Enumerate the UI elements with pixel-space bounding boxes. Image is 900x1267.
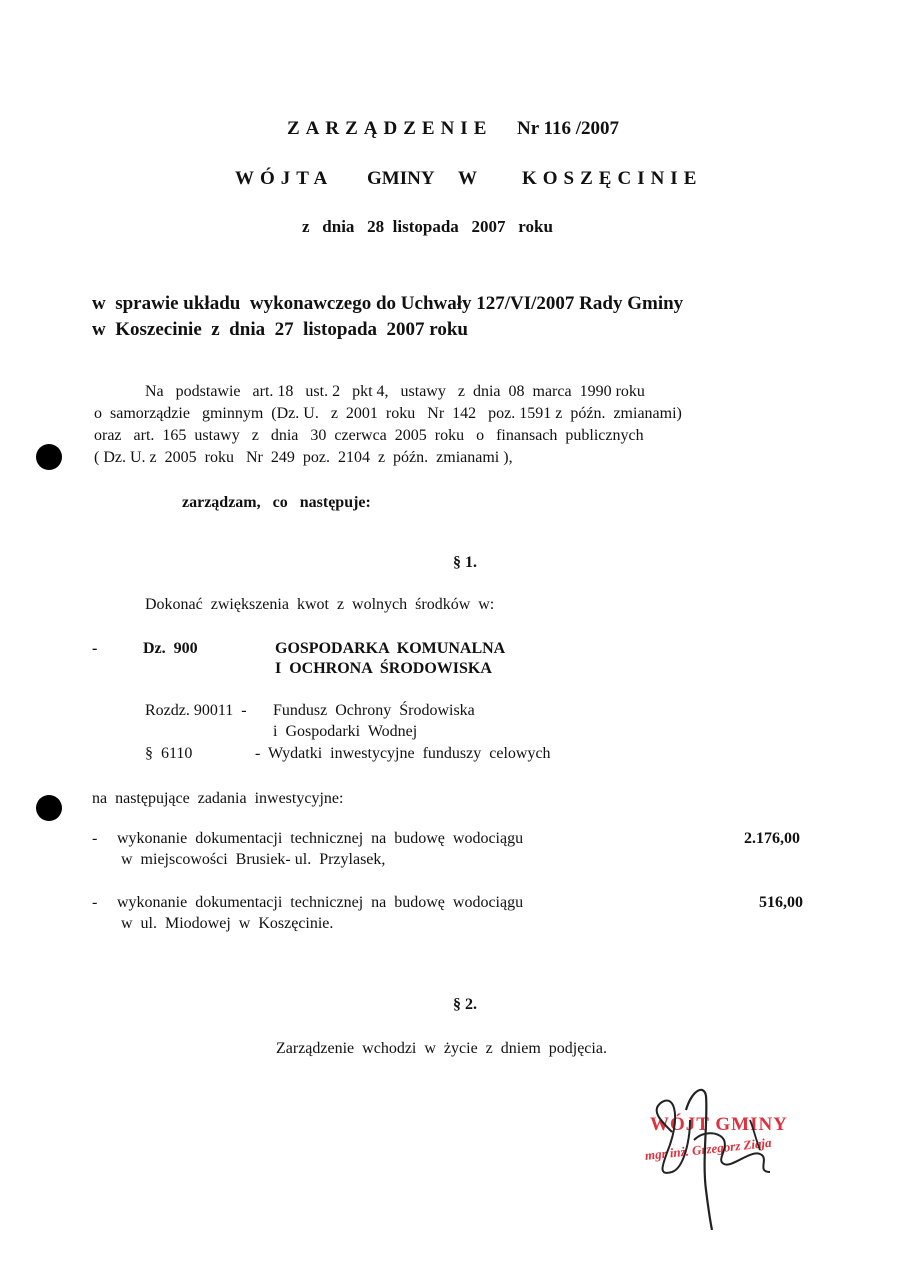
authority-word-2: GMINY	[367, 168, 435, 189]
paragraph-code: § 6110	[145, 745, 193, 762]
task-2-line-1: wykonanie dokumentacji technicznej na budowę wodociągu	[117, 894, 524, 911]
document-title: ZARZĄDZENIE	[287, 118, 493, 139]
handwritten-signature	[620, 1080, 800, 1230]
basis-line-1: Na podstawie art. 18 ust. 2 pkt 4, ustawy z dnia 08 marca 1990 roku	[145, 383, 645, 400]
task-2-amount: 516,00	[759, 894, 803, 911]
task-1-line-2: w miejscowości Brusiek- ul. Przylasek,	[121, 851, 386, 868]
division-name-line-1: GOSPODARKA KOMUNALNA	[275, 640, 506, 657]
section-1-mark: § 1.	[453, 554, 477, 571]
task-2-dash: -	[92, 894, 98, 911]
division-name-line-2: I OCHRONA ŚRODOWISKA	[275, 660, 492, 677]
tasks-intro: na następujące zadania inwestycyjne:	[92, 790, 344, 807]
punch-hole-bottom	[36, 795, 62, 821]
authority-word-3: W	[458, 168, 477, 189]
task-1-dash: -	[92, 830, 98, 847]
document-date: z dnia 28 listopada 2007 roku	[302, 217, 553, 236]
section-2-mark: § 2.	[453, 996, 477, 1013]
task-1-line-1: wykonanie dokumentacji technicznej na budowę wodociągu	[117, 830, 524, 847]
division-dash: -	[92, 640, 98, 657]
stamp-name: mgr inż. Grzegorz Ziaja	[644, 1134, 773, 1163]
task-1-amount: 2.176,00	[744, 830, 800, 847]
chapter-code: Rozdz. 90011 -	[145, 702, 247, 719]
authority-word-4: KOSZĘCINIE	[522, 168, 703, 189]
subject-line-2: w Koszecinie z dnia 27 listopada 2007 roku	[92, 319, 468, 340]
authority-word-1: WÓJTA	[235, 168, 334, 189]
punch-hole-top	[36, 444, 62, 470]
section-2-text: Zarządzenie wchodzi w życie z dniem podjęcia.	[276, 1040, 607, 1057]
basis-line-2: o samorządzie gminnym (Dz. U. z 2001 roku Nr 142 poz. 1591 z późn. zmianami)	[94, 405, 682, 422]
document-number: Nr 116 /2007	[517, 118, 620, 139]
chapter-name-line-2: i Gospodarki Wodnej	[273, 723, 418, 740]
decree-text: zarządzam, co następuje:	[182, 494, 371, 511]
division-code: Dz. 900	[143, 640, 198, 657]
basis-line-4: ( Dz. U. z 2005 roku Nr 249 poz. 2104 z późn. zmianami ),	[94, 449, 513, 466]
subject-line-1: w sprawie układu wykonawczego do Uchwały 127/VI/2007 Rady Gminy	[92, 293, 684, 314]
basis-line-3: oraz art. 165 ustawy z dnia 30 czerwca 2005 roku o finansach publicznych	[94, 427, 644, 444]
task-2-line-2: w ul. Miodowej w Koszęcinie.	[121, 915, 334, 932]
paragraph-name: - Wydatki inwestycyjne funduszy celowych	[255, 745, 551, 762]
chapter-name-line-1: Fundusz Ochrony Środowiska	[273, 702, 475, 719]
section-1-intro: Dokonać zwiększenia kwot z wolnych środków w:	[145, 596, 495, 613]
stamp-title: WÓJT GMINY	[650, 1114, 788, 1135]
